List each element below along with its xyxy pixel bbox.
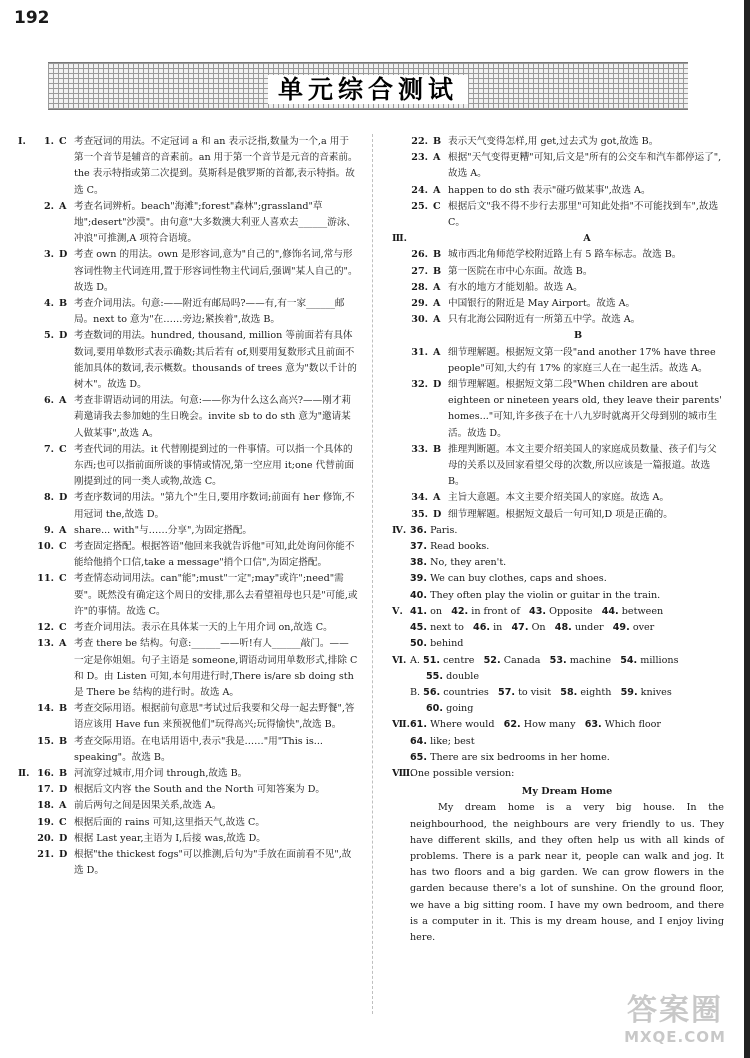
answer-item [18, 734, 358, 766]
question-number: 23. [411, 152, 428, 164]
section-6 [392, 653, 724, 718]
answer-item [18, 847, 358, 879]
answer-letter: D [59, 848, 68, 860]
answer-row: Ⅶ. 61. Where would 62. How many 63. Which floor [392, 719, 661, 731]
question-number: 14. [37, 703, 54, 715]
answer-row: Ⅷ. One possible version: [392, 767, 515, 779]
explanation-text: share... with"与……分享",为固定搭配。 [74, 524, 253, 536]
question-number: 1. [43, 136, 54, 147]
explanation-text: 细节理解题。根据短文第一段"and another 17% have three people"可知,大约有 17% 的家庭三人在一起生活。故选 A。 [448, 346, 716, 374]
answer-item [392, 183, 724, 199]
answer-item [392, 280, 724, 296]
explanation-text: 考查 own 的用法。own 是形容词,意为"自己的",修饰名词,常与形容词性物主代词连用,置于形容词性物主代词后,强调"某人自己的"。故选 D。 [74, 249, 358, 293]
part-b-heading: B [573, 330, 583, 342]
answer-row: 40. They often play the violin or guitar in the train. [410, 589, 661, 601]
answer-letter: A [433, 184, 441, 196]
answer-item [18, 636, 358, 701]
answer-item [18, 296, 358, 328]
answer-row: B. 56. countries 57. to visit 58. eighth 59. knives [410, 686, 672, 698]
question-number: 35. [411, 508, 428, 520]
answer-letter: B [59, 703, 68, 715]
answer-item [18, 539, 358, 571]
explanation-text: 考查固定搭配。根据答语"他回来我就告诉他"可知,此处询问你能不能给他捎个口信,take a message"捎个口信",为固定搭配。 [74, 541, 355, 569]
answer-item [18, 815, 358, 831]
explanation-text: 根据后文内容 the South and the North 可知答案为 D。 [74, 784, 325, 796]
question-number: 33. [411, 443, 428, 455]
question-number: 12. [37, 622, 54, 634]
question-number: 10. [37, 541, 54, 553]
section-8 [392, 766, 724, 946]
answer-letter: C [59, 573, 67, 585]
answer-item [18, 620, 358, 636]
question-number: 34. [411, 492, 428, 504]
explanation-text: 考查数词的用法。hundred, thousand, million 等前面若有具体数词,要用单数形式表示确数;其后若有 of,则要用复数形式且前面不能加具体的数词,表示概数。thousands of trees 意为"数以千计的树木"。故选 D。 [74, 330, 357, 391]
question-number: 11. [37, 573, 54, 585]
answer-letter: A [59, 638, 67, 650]
question-number: 29. [411, 298, 428, 310]
answer-row: 55. double [426, 670, 480, 682]
answer-letter: D [59, 330, 68, 342]
answer-row: 50. behind [410, 638, 464, 650]
explanation-text: 考查非谓语动词的用法。句意:——你为什么这么高兴?——刚才莉莉邀请我去参加她的生日晚会。invite sb to do sth 意为"邀请某人做某事",故选 A。 [74, 395, 352, 439]
answer-letter: A [433, 298, 441, 310]
section-7 [392, 717, 724, 766]
answer-letter: C [59, 622, 67, 634]
header-banner [48, 62, 688, 110]
explanation-text: 根据"the thickest fogs"可以推测,后句为"手放在面前看不见",故选 D。 [74, 848, 352, 877]
question-number: 4. [43, 298, 54, 310]
question-number: 16. [37, 767, 54, 779]
answer-item [18, 701, 358, 733]
explanation-text: 考查交际用语。根据前句意思"考试过后我要和父母一起去野餐",答语应该用 Have fun 来预祝他们"玩得高兴;玩得愉快",故选 B。 [74, 703, 355, 731]
answer-item [392, 150, 724, 182]
page-title: 单元综合测试 [48, 70, 688, 106]
explanation-text: happen to do sth 表示"碰巧做某事",故选 A。 [448, 184, 651, 196]
answer-row: Ⅴ. 41. on 42. in front of 43. Opposite 44. between [392, 605, 664, 617]
answer-item [392, 507, 724, 523]
explanation-text: 根据后文"我不得不步行去那里"可知此处指"不可能找到车",故选 C。 [448, 200, 719, 229]
answer-item [18, 328, 358, 393]
explanation-text: 前后两句之间是因果关系,故选 A。 [74, 800, 222, 812]
explanation-text: 考查情态动词用法。can"能";must"一定";may"或许";need"需要"。既然没有确定这个周日的安排,那么去看望祖母也只是"可能,或许"的事情。故选 C。 [74, 573, 358, 617]
answer-row: 65. There are six bedrooms in her home. [410, 751, 610, 763]
answer-letter: C [59, 816, 67, 828]
answer-letter: C [433, 200, 441, 212]
answer-letter: D [433, 379, 442, 391]
answer-letter: B [433, 136, 442, 147]
answer-letter: B [59, 298, 68, 310]
question-number: 22. [411, 136, 428, 147]
answer-item [18, 490, 358, 522]
explanation-text: 细节理解题。根据短文第二段"When children are about eighteen or nineteen years old, they leave their parents' homes..."可知,许多孩子在十八九岁时就离开父母到别的城市生活。故选 D。 [448, 379, 722, 439]
answer-item [18, 393, 358, 442]
answer-item [18, 831, 358, 847]
question-number: 2. [43, 200, 54, 212]
answer-letter: B [433, 249, 442, 261]
page-number: 192 [14, 8, 50, 28]
question-number: 30. [411, 314, 428, 326]
answer-row: 64. like; best [410, 735, 475, 747]
answer-letter: A [433, 152, 441, 164]
section-3-label: Ⅲ. A [392, 231, 724, 247]
section-label: Ⅰ. [18, 136, 26, 147]
answer-letter: C [59, 443, 67, 455]
answer-item [392, 296, 724, 312]
answer-item [18, 523, 358, 539]
answer-item [392, 264, 724, 280]
question-number: 20. [37, 832, 54, 844]
answer-letter: D [59, 784, 68, 796]
answer-letter: B [433, 443, 442, 455]
answer-letter: C [59, 136, 67, 147]
answer-letter: B [59, 735, 68, 747]
part-a-heading: A [583, 233, 591, 245]
answer-item [392, 247, 724, 263]
explanation-text: 推理判断题。本文主要介绍美国人的家庭成员数量、孩子们与父母的关系以及回家看望父母的次数,所以应该是一篇报道。故选 B。 [448, 443, 717, 488]
question-number: 19. [37, 816, 54, 828]
explanation-text: 细节理解题。根据短文最后一句可知,D 项是正确的。 [448, 508, 673, 520]
question-number: 7. [43, 443, 54, 455]
answer-letter: B [433, 265, 442, 277]
answer-item [392, 490, 724, 506]
explanation-text: 有水的地方才能划船。故选 A。 [448, 281, 583, 293]
question-number: 32. [411, 379, 428, 391]
explanation-text: 根据后面的 rains 可知,这里指天气,故选 C。 [74, 816, 265, 828]
answer-letter: A [433, 346, 441, 358]
answer-row: 39. We can buy clothes, caps and shoes. [410, 573, 607, 585]
page-edge [744, 0, 750, 1058]
explanation-text: 表示天气变得怎样,用 get,过去式为 got,故选 B。 [448, 136, 659, 147]
right-column [392, 134, 724, 946]
question-number: 18. [37, 800, 54, 812]
answer-item [18, 798, 358, 814]
explanation-text: 根据"天气变得更糟"可知,后文是"所有的公交车和汽车都停运了",故选 A。 [448, 152, 722, 180]
question-number: 26. [411, 249, 428, 261]
answer-item [18, 571, 358, 620]
explanation-text: 考查交际用语。在电话用语中,表示"我是……"用"This is... speaking"。故选 B。 [74, 735, 323, 763]
answer-letter: D [59, 492, 68, 504]
answer-row: 38. No, they aren't. [410, 557, 507, 569]
answer-letter: A [59, 800, 67, 812]
question-number: 9. [43, 524, 54, 536]
answer-letter: C [59, 541, 67, 553]
answer-letter: A [59, 395, 67, 407]
question-number: 6. [43, 395, 54, 407]
left-column [18, 134, 358, 879]
explanation-text: 只有北海公园附近有一所第五中学。故选 A。 [448, 314, 641, 326]
answer-letter: A [59, 200, 67, 212]
answer-letter: A [433, 281, 441, 293]
answer-item [392, 134, 724, 150]
answer-item [18, 199, 358, 248]
answer-item [18, 442, 358, 491]
answer-letter: A [433, 314, 441, 326]
answer-row: Ⅵ. A. 51. centre 52. Canada 53. machine 54. millions [392, 654, 679, 666]
answer-letter: D [433, 508, 442, 520]
answer-item [392, 377, 724, 442]
answer-item [18, 247, 358, 296]
explanation-text: 第一医院在市中心东面。故选 B。 [448, 265, 593, 277]
explanation-text: 考查介词用法。句意:——附近有邮局吗?——有,有一家______邮局。next to 意为"在……旁边;紧挨着",故选 B。 [74, 298, 345, 326]
answer-letter: B [59, 767, 68, 779]
answer-item [392, 312, 724, 328]
answer-letter: D [59, 832, 68, 844]
explanation-text: 主旨大意题。本文主要介绍美国人的家庭。故选 A。 [448, 492, 670, 504]
question-number: 24. [411, 184, 428, 196]
question-number: 21. [37, 848, 54, 860]
explanation-text: 中国银行的附近是 May Airport。故选 A。 [448, 298, 636, 310]
question-number: 17. [37, 784, 54, 796]
answer-item [392, 199, 724, 231]
question-number: 28. [411, 281, 428, 293]
section-4 [392, 523, 724, 604]
answer-item [392, 345, 724, 377]
question-number: 27. [411, 265, 428, 277]
explanation-text: 考查名词辨析。beach"海滩";forest"森林";grassland"草地";desert"沙漠"。由句意"大多数澳大利亚人喜欢去______游泳、冲浪"可推测,A 项符合语境。 [74, 200, 356, 245]
explanation-text: 考查 there be 结构。句意:______——听!有人______敲门。——一定是你姐姐。句子主语是 someone,谓语动词用单数形式,排除 C 和 D。由 Listen 可知,本句用进行时,There is/are sb doing sth 是 There be 结构的进行时。故选 A。 [74, 638, 358, 698]
answer-letter: D [59, 249, 68, 261]
explanation-text: 河流穿过城市,用介词 through,故选 B。 [74, 767, 248, 779]
question-number: 15. [37, 735, 54, 747]
question-number: 8. [43, 492, 54, 504]
essay-body: My dream home is a very big house. In the neighbourhood, the neighbours are very friendly to us. They have different skills, and they often help us with all kinds of problems. There is a park near it, people can walk and jog. It has two floors and a big garden. We can grow flowers in the garden because there's a lot of sunshine. On the ground floor, we have a big sitting room. I have my own bedroom, and there is a computer in it. This is my dream house, and I enjoy living here. [410, 802, 724, 943]
answer-letter: A [59, 524, 67, 536]
explanation-text: 根据 Last year,主语为 I,后接 was,故选 D。 [74, 832, 266, 844]
answer-item [18, 134, 358, 199]
question-number: 3. [43, 249, 54, 261]
answer-row: 60. going [426, 703, 474, 715]
answer-item [18, 782, 358, 798]
explanation-text: 城市西北角师范学校附近路上有 5 路车标志。故选 B。 [448, 249, 682, 261]
explanation-text: 考查序数词的用法。"第九个"生日,要用序数词;前面有 her 修饰,不用冠词 the,故选 D。 [74, 492, 355, 520]
column-divider [372, 134, 373, 1014]
answer-row: 37. Read books. [410, 541, 490, 553]
explanation-text: 考查介词用法。表示在具体某一天的上午用介词 on,故选 C。 [74, 622, 333, 634]
answer-row: Ⅳ. 36. Paris. [392, 524, 458, 536]
explanation-text: 考查冠词的用法。不定冠词 a 和 an 表示泛指,数量为一个,a 用于第一个音节是辅音的音素前。an 用于第一个音节是元音的音素前。the 表示特指或第二次提到。莫斯科是俄罗斯的首都,表示特指。故选 C。 [74, 136, 358, 196]
question-number: 25. [411, 200, 428, 212]
answer-item [392, 442, 724, 491]
answer-row: 45. next to 46. in 47. On 48. under 49. over [410, 622, 655, 634]
question-number: 5. [43, 330, 54, 342]
section-5 [392, 604, 724, 653]
essay-title: My Dream Home [521, 786, 613, 798]
section-label: Ⅱ. [18, 767, 30, 779]
answer-letter: A [433, 492, 441, 504]
question-number: 31. [411, 346, 428, 358]
answer-item [18, 766, 358, 782]
watermark-logo: 答案圈 MXQE.COM [624, 993, 726, 1046]
explanation-text: 考查代词的用法。it 代替刚提到过的一件事情。可以指一个具体的东西;也可以指前面所谈的事情或情况,第一空应用 it;one 代替前面刚提到过的同一类人或物,故选 C。 [74, 443, 355, 488]
question-number: 13. [37, 638, 54, 650]
